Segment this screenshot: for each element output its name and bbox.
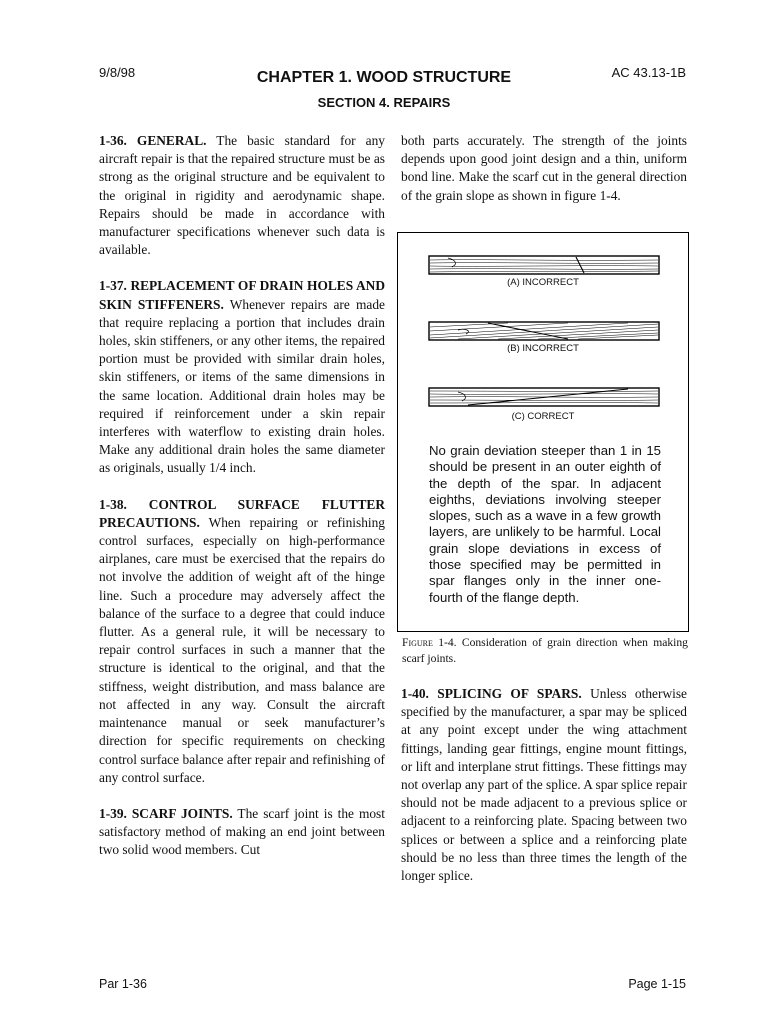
figure-1-4 xyxy=(397,232,689,632)
paragraph-text: When repairing or refinishing control surfaces, especially on high-performance airplanes, care must be exercised that the repairs do not involve the addition of weight aft of the hinge line. Such a procedure may adversely affect the balance of the surface to a degree that could induce flutter. As a general rule, it will be necessary to repair control surfaces in such a manner that the structure is identical to the original, and that the stiffness, weight distribution, and mass balance are not affected in any way. Consult the aircraft maintenance manual or seek manufacturer’s direction for specific requirements on checking control surface balance after repair and refinishing of any control surface. xyxy=(99,514,385,785)
paragraph-text: The basic standard for any aircraft repair is that the repaired structure must be as strong as the original structure and be equivalent to the original in rigidity and aerodynamic shape. Repairs should be made in accordance with manufacturer specifications whenever such data is available. xyxy=(99,133,385,258)
paragraph-heading: 1-36. GENERAL. xyxy=(99,133,207,148)
paragraph-heading: 1-38. CONTROL SURFACE FLUTTER PRECAUTIONS. xyxy=(99,496,385,530)
figure-caption-text: Consideration of grain direction when making scarf joints. xyxy=(402,636,688,665)
paragraph-text: Unless otherwise specified by the manufacturer, a spar may be spliced at any point except under the wing attachment fittings, landing gear fittings, engine mount fittings, or lift and interplane strut fittings. These fittings may not overlap any part of the splice. A spar splice repair should not be made adjacent to a previous splice or adjacent to a reinforcing plate. Spacing between two splices or between a splice and a reinforcing plate should be no less than three times the length of the longer splice. xyxy=(401,686,687,884)
paragraph-1-36 xyxy=(99,132,385,259)
paragraph-1-38 xyxy=(99,496,385,787)
footer-paragraph-ref: Par 1-36 xyxy=(99,977,147,991)
footer-page-number: Page 1-15 xyxy=(628,977,686,991)
figure-caption xyxy=(402,635,688,666)
figure-note: No grain deviation steeper than 1 in 15 should be present in an outer eighth of the depth of the spar. In adjacent eighths, deviations involving steeper slopes, such as a wave in a few growth layers, are unlikely to be harmful. Local grain slope deviations in excess of those specified may be permitted in spar flanges only in the inner one-fourth of the flange depth. xyxy=(429,443,661,605)
chapter-title: CHAPTER 1. WOOD STRUCTURE xyxy=(256,69,512,86)
scarf-joint-board-a xyxy=(428,255,660,275)
paragraph-heading: 1-40. SPLICING OF SPARS. xyxy=(401,686,582,701)
scarf-joint-board-c xyxy=(428,387,660,407)
paragraph-heading: 1-37. REPLACEMENT OF DRAIN HOLES AND SKIN STIFFENERS. xyxy=(99,278,385,312)
document-number: AC 43.13-1B xyxy=(611,65,686,80)
paragraph-1-40 xyxy=(401,685,687,885)
paragraph-1-37 xyxy=(99,277,385,477)
board-b-label: (B) INCORRECT xyxy=(507,343,579,354)
scarf-joint-board-b xyxy=(428,321,660,341)
section-title: SECTION 4. REPAIRS xyxy=(317,95,451,110)
left-column xyxy=(99,132,385,878)
paragraph-1-39 xyxy=(99,805,385,860)
board-c-label: (C) CORRECT xyxy=(511,411,575,422)
paragraph-text: Whenever repairs are made that require replacing a portion that includes drain holes, skin stiffeners, or any other items, the repaired portion must be provided with similar drain holes, skin stiffeners, or items of the same dimensions in the same location. Additional drain holes may be required if reinforcement under a skin repair interferes with waterflow to existing drain holes. Make any additional drain holes the same diameter as originals, usually 1/4 inch. xyxy=(99,296,385,476)
paragraph-text: The scarf joint is the most satisfactory method of making an end joint between two solid wood members. Cut xyxy=(99,805,385,858)
paragraph-1-39-continued: both parts accurately. The strength of the joints depends upon good joint design and a thin, uniform bond line. Make the scarf cut in the general direction of the grain slope as shown in figure 1-4. xyxy=(401,133,687,203)
figure-caption-heading: Figure 1-4. xyxy=(402,636,457,649)
right-column-lower xyxy=(401,685,687,885)
right-column xyxy=(401,132,687,223)
header-date: 9/8/98 xyxy=(99,65,136,80)
board-a-label: (A) INCORRECT xyxy=(507,277,579,288)
paragraph-heading: 1-39. SCARF JOINTS. xyxy=(99,805,233,821)
